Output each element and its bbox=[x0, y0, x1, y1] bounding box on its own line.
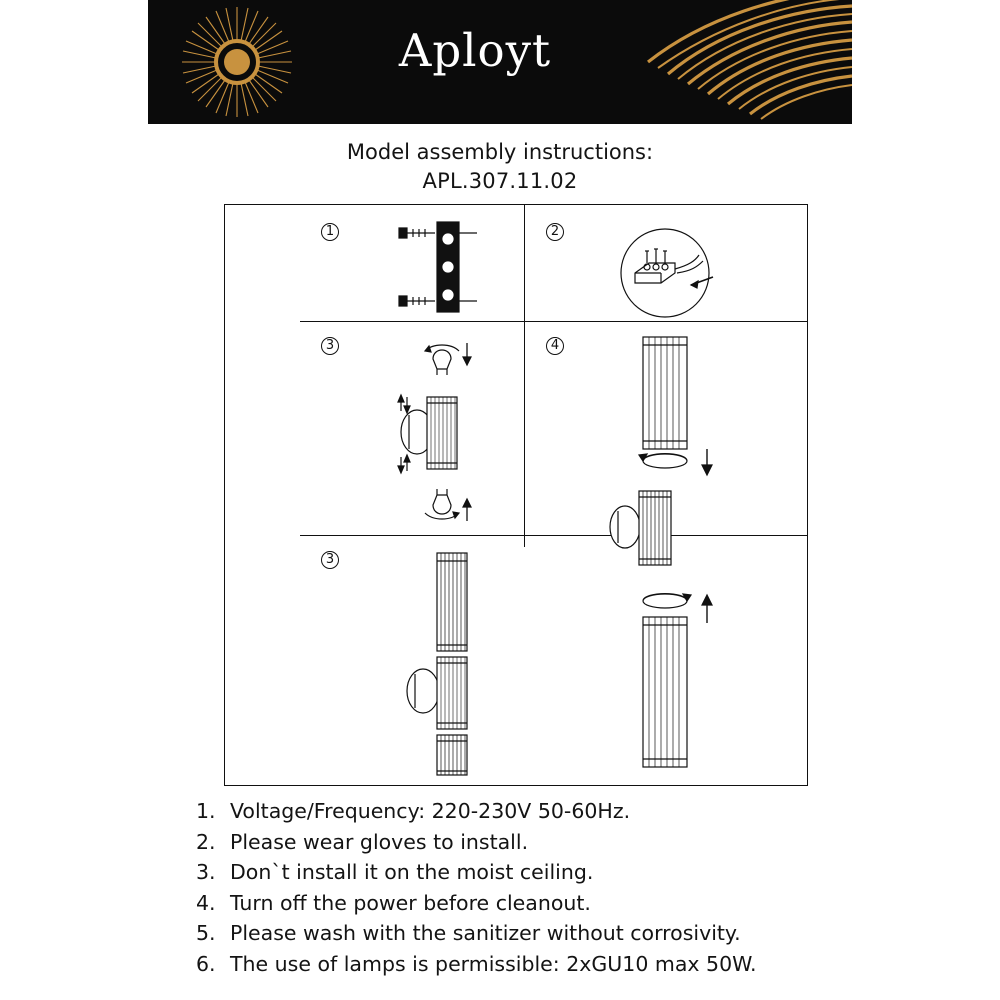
note-index: 1. bbox=[196, 799, 216, 823]
note-index: 6. bbox=[196, 951, 216, 976]
note-text: Please wear gloves to install. bbox=[230, 829, 529, 854]
page-title bbox=[0, 138, 1000, 196]
brand-wordmark: Aployt bbox=[398, 24, 552, 77]
assembled-wall-lamp-icon bbox=[375, 545, 535, 779]
step-marker-2: 2 bbox=[546, 223, 564, 241]
note-text: Voltage/Frequency: 220-230V 50-60Hz. bbox=[230, 799, 631, 823]
title-text: Model assembly instructions: bbox=[346, 140, 654, 164]
list-item bbox=[196, 949, 896, 980]
divider-column bbox=[524, 205, 525, 547]
list-item bbox=[196, 888, 896, 919]
list-item bbox=[196, 827, 896, 858]
list-item bbox=[196, 796, 896, 827]
note-text: Turn off the power before cleanout. bbox=[230, 890, 591, 915]
step-marker-4: 4 bbox=[546, 337, 564, 355]
wall-bracket-with-screws-icon bbox=[385, 217, 505, 317]
step-marker-5: 3 bbox=[321, 551, 339, 569]
assembly-diagram bbox=[224, 204, 808, 786]
brand-banner bbox=[148, 0, 852, 124]
sunburst-logo-icon bbox=[182, 7, 292, 117]
note-index: 2. bbox=[196, 829, 216, 854]
note-index: 4. bbox=[196, 890, 216, 915]
diffuser-tube-mounting-icon bbox=[585, 331, 775, 781]
note-index: 3. bbox=[196, 860, 216, 884]
divider-row-1 bbox=[300, 321, 807, 322]
lamp-bulb-insertion-icon bbox=[371, 333, 521, 531]
list-item bbox=[196, 857, 896, 888]
note-text: Don`t install it on the moist ceiling. bbox=[230, 860, 594, 884]
model-code: APL.307.11.02 bbox=[422, 169, 578, 193]
list-item bbox=[196, 918, 896, 949]
note-text: The use of lamps is permissible: 2xGU10 max 50W. bbox=[230, 951, 757, 976]
step-marker-3: 3 bbox=[321, 337, 339, 355]
step-marker-1: 1 bbox=[321, 223, 339, 241]
note-index: 5. bbox=[196, 921, 216, 945]
safety-notes-list bbox=[196, 796, 896, 979]
terminal-block-wiring-icon bbox=[595, 225, 755, 321]
note-text: Please wash with the sanitizer without corrosivity. bbox=[230, 921, 741, 945]
